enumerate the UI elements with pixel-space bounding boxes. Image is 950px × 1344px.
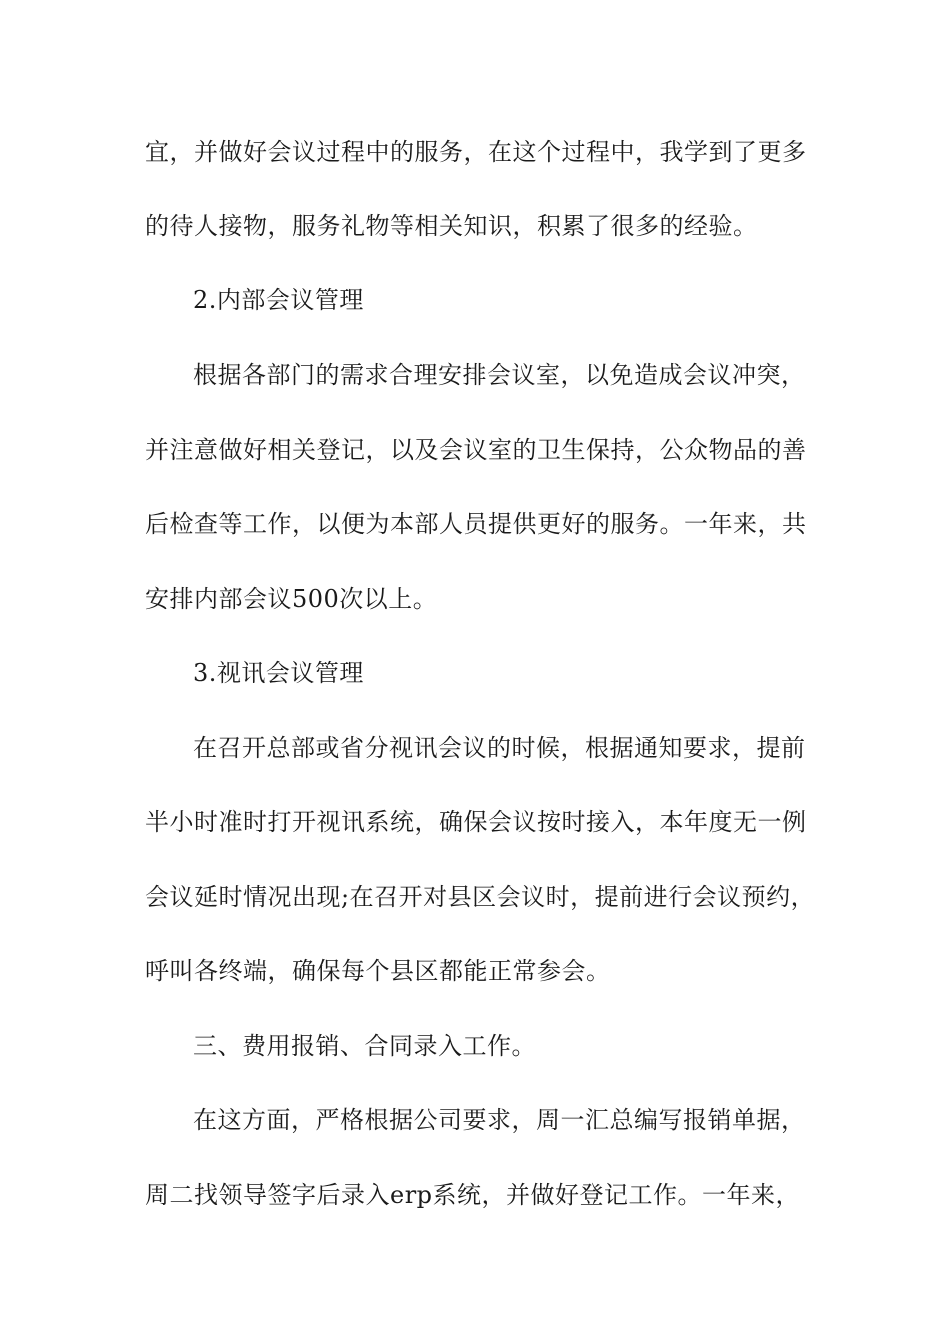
- paragraph-line: 在召开总部或省分视讯会议的时候，根据通知要求，提前: [193, 734, 806, 762]
- paragraph-line: 的待人接物，服务礼物等相关知识，积累了很多的经验。: [145, 212, 758, 240]
- paragraph-line: 周二找领导签字后录入erp系统，并做好登记工作。一年来，: [145, 1181, 801, 1209]
- paragraph-line: 半小时准时打开视讯系统，确保会议按时接入，本年度无一例: [145, 808, 807, 836]
- paragraph-line: 安排内部会议500次以上。: [145, 585, 438, 613]
- paragraph-line: 会议延时情况出现;在召开对县区会议时，提前进行会议预约，: [145, 883, 816, 911]
- section-heading-expense-contracts: 三、费用报销、合同录入工作。: [193, 1032, 536, 1060]
- paragraph-line: 宜，并做好会议过程中的服务，在这个过程中，我学到了更多: [145, 138, 807, 166]
- section-heading-internal-meetings: 2.内部会议管理: [193, 286, 364, 314]
- paragraph-line: 并注意做好相关登记，以及会议室的卫生保持，公众物品的善: [145, 436, 807, 464]
- paragraph-line: 呼叫各终端，确保每个县区都能正常参会。: [145, 957, 611, 985]
- paragraph-line: 根据各部门的需求合理安排会议室，以免造成会议冲突，: [193, 361, 806, 389]
- paragraph-line: 后检查等工作，以便为本部人员提供更好的服务。一年来，共: [145, 510, 807, 538]
- section-heading-video-meetings: 3.视讯会议管理: [193, 659, 364, 687]
- paragraph-line: 在这方面，严格根据公司要求，周一汇总编写报销单据，: [193, 1106, 806, 1134]
